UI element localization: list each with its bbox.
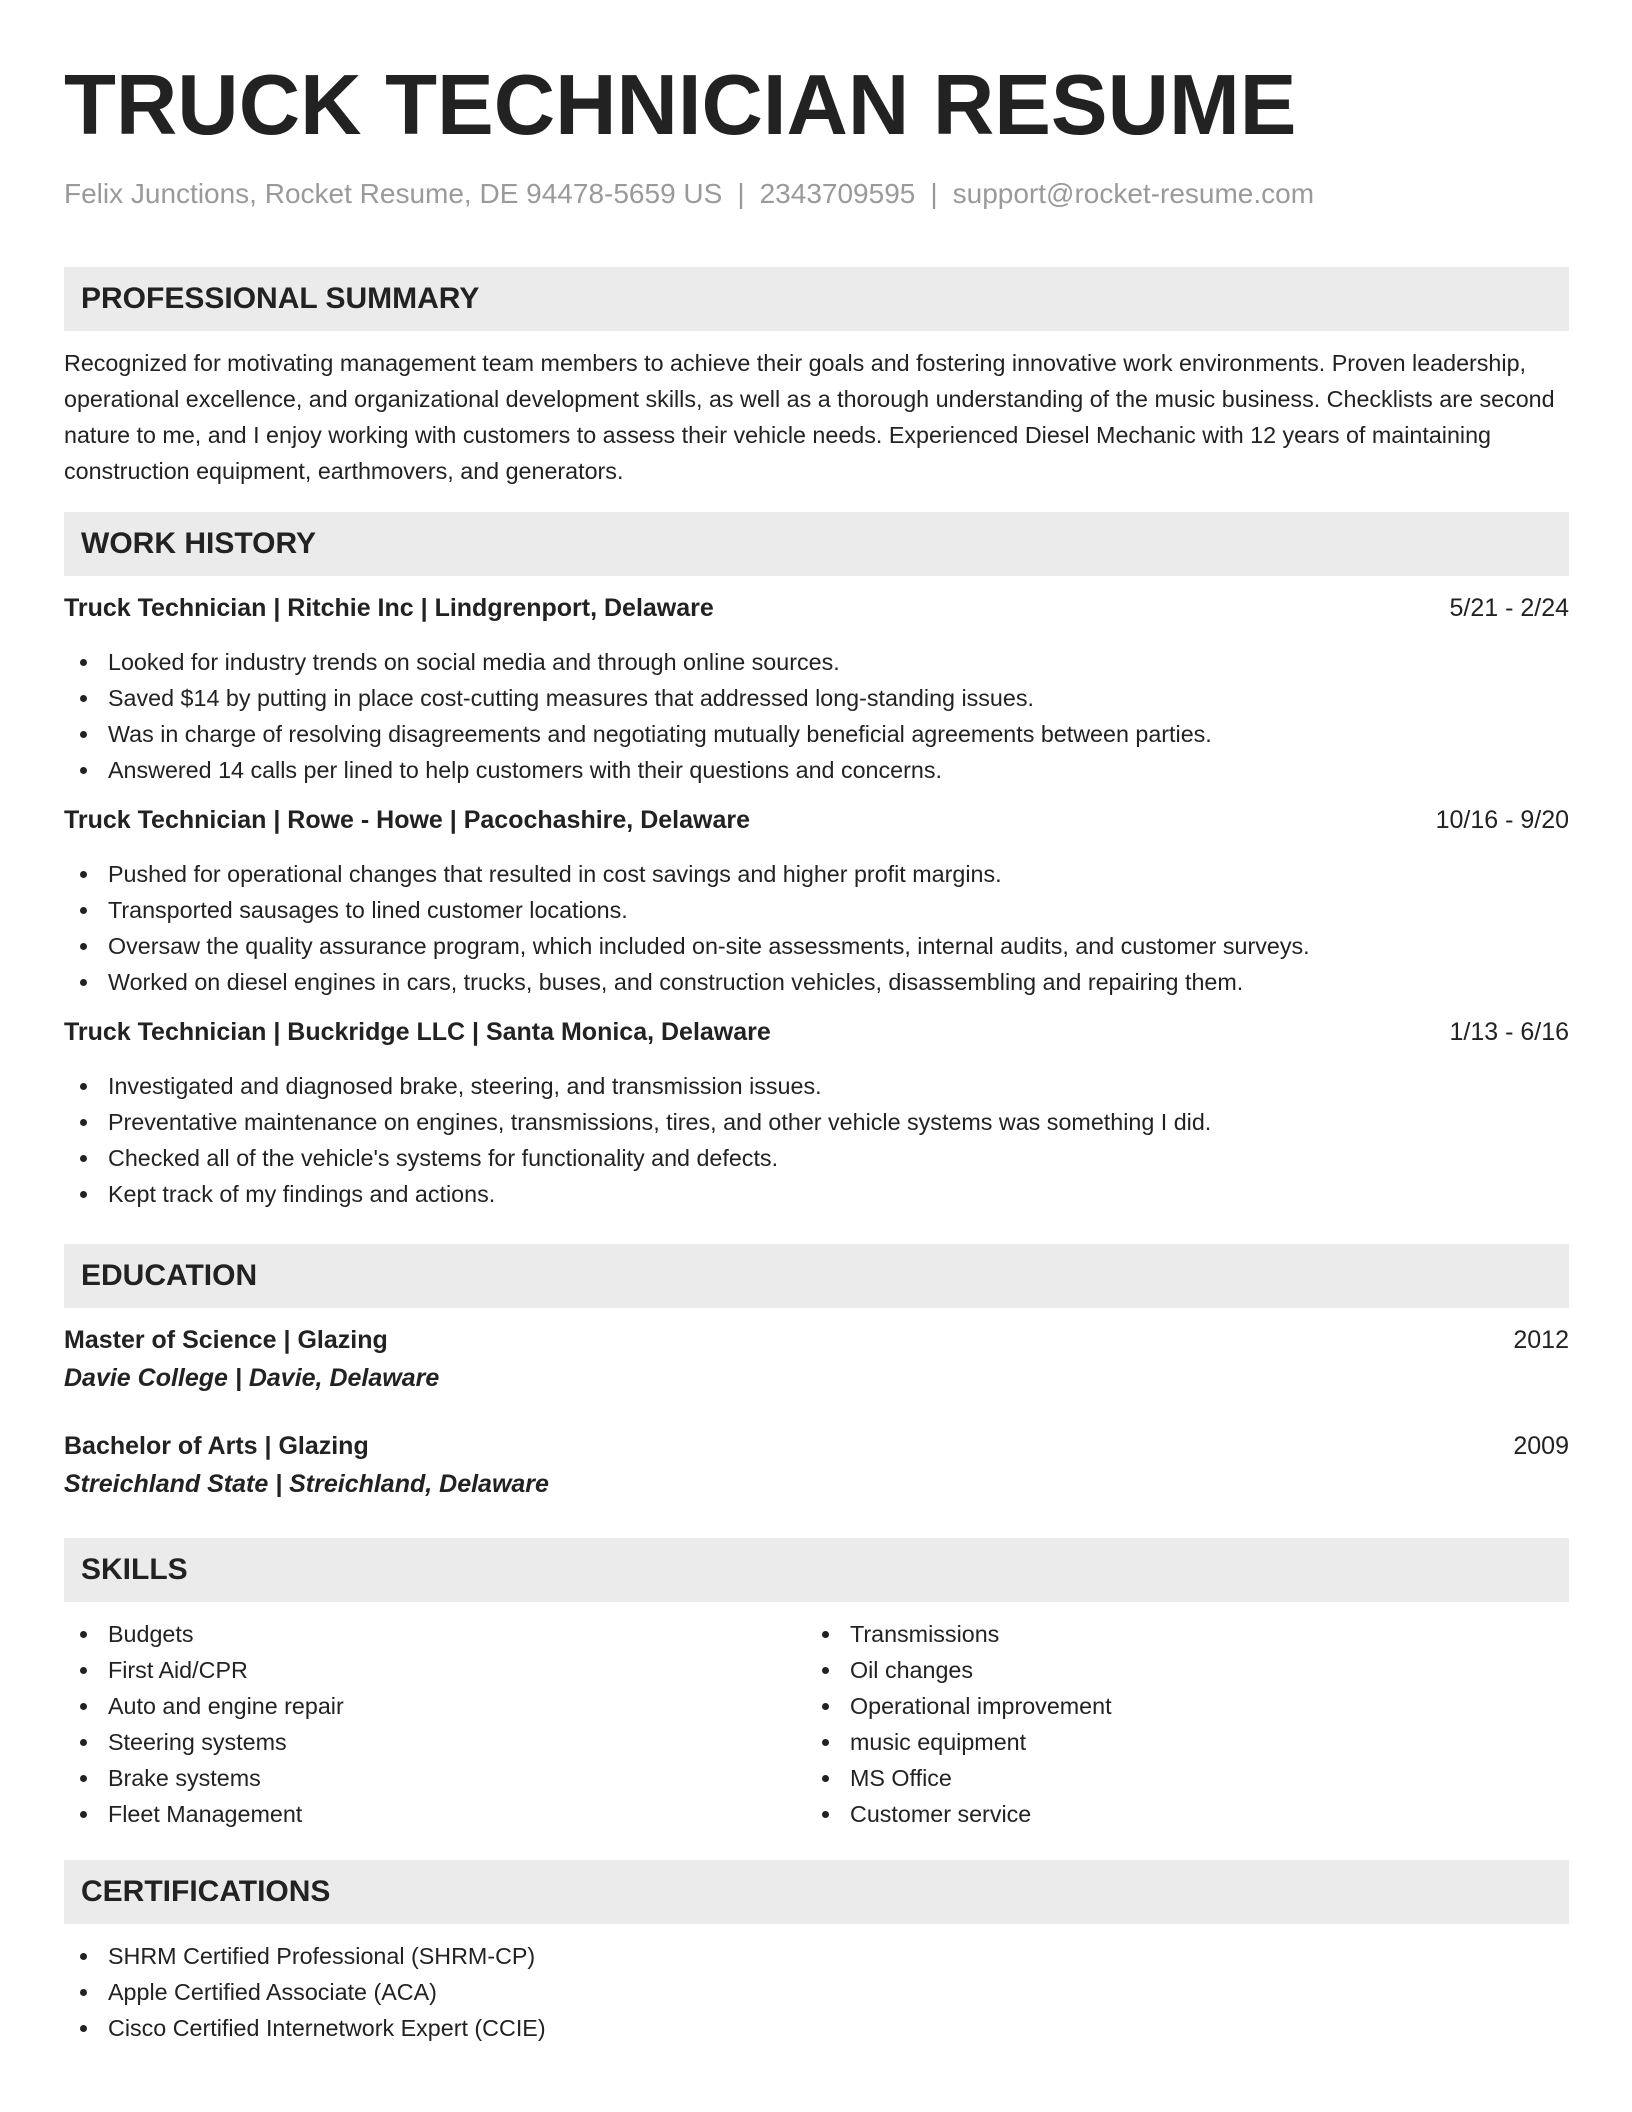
- job-header: [64, 590, 1569, 626]
- list-item: Was in charge of resolving disagreements and negotiating mutually beneficial agreements between parties.: [64, 716, 1569, 752]
- resume-title: TRUCK TECHNICIAN RESUME: [64, 58, 1297, 153]
- job-dates: 1/13 - 6/16: [1449, 1018, 1569, 1046]
- contact-phone: 2343709595: [759, 178, 916, 209]
- list-item: Pushed for operational changes that resulted in cost savings and higher profit margins.: [64, 856, 1569, 892]
- contact-line: [64, 174, 1569, 214]
- education-degree: Bachelor of Arts | Glazing: [64, 1432, 369, 1460]
- list-item: Oversaw the quality assurance program, which included on-site assessments, internal audits, and customer surveys.: [64, 928, 1569, 964]
- list-item: Budgets: [64, 1616, 806, 1652]
- list-item: Looked for industry trends on social media and through online sources.: [64, 644, 1569, 680]
- section-header-certifications: CERTIFICATIONS: [64, 1860, 1569, 1924]
- list-item: Auto and engine repair: [64, 1688, 806, 1724]
- list-item: Transported sausages to lined customer locations.: [64, 892, 1569, 928]
- list-item: Oil changes: [806, 1652, 1548, 1688]
- list-item: Transmissions: [806, 1616, 1548, 1652]
- section-header-work-history: WORK HISTORY: [64, 512, 1569, 576]
- education-school: Streichland State | Streichland, Delaware: [64, 1470, 549, 1498]
- section-header-skills: SKILLS: [64, 1538, 1569, 1602]
- list-item: music equipment: [806, 1724, 1548, 1760]
- list-item: Brake systems: [64, 1760, 806, 1796]
- list-item: MS Office: [806, 1760, 1548, 1796]
- list-item: Saved $14 by putting in place cost-cutting measures that addressed long-standing issues.: [64, 680, 1569, 716]
- education-header: [64, 1322, 1569, 1358]
- job-entry: [64, 590, 1569, 788]
- skills-column-left: [64, 1616, 806, 1832]
- job-title: Truck Technician | Buckridge LLC | Santa Monica, Delaware: [64, 1018, 771, 1046]
- resume-page: [64, 0, 1569, 2046]
- job-header: [64, 802, 1569, 838]
- list-item: Preventative maintenance on engines, transmissions, tires, and other vehicle systems was something I did.: [64, 1104, 1569, 1140]
- list-item: Customer service: [806, 1796, 1548, 1832]
- list-item: SHRM Certified Professional (SHRM-CP): [64, 1938, 1569, 1974]
- education-header: [64, 1428, 1569, 1464]
- job-title: Truck Technician | Ritchie Inc | Lindgrenport, Delaware: [64, 594, 714, 622]
- education-year: 2009: [1513, 1432, 1569, 1460]
- list-item: Steering systems: [64, 1724, 806, 1760]
- list-item: Apple Certified Associate (ACA): [64, 1974, 1569, 2010]
- contact-separator: |: [930, 178, 938, 209]
- list-item: Answered 14 calls per lined to help customers with their questions and concerns.: [64, 752, 1569, 788]
- section-header-education: EDUCATION: [64, 1244, 1569, 1308]
- education-entry: [64, 1428, 1569, 1504]
- summary-text: Recognized for motivating management team members to achieve their goals and fostering innovative work environments. Proven leadership, operational excellence, and organizational development skills, as well as a thorough understanding of the music business. Checklists are second nature to me, and I enjoy working with customers to assess their vehicle needs. Experienced Diesel Mechanic with 12 years of maintaining construction equipment, earthmovers, and generators.: [64, 350, 1555, 484]
- education-entry: [64, 1322, 1569, 1398]
- contact-separator: |: [737, 178, 745, 209]
- job-bullets: [64, 644, 1569, 788]
- job-bullets: [64, 1068, 1569, 1212]
- list-item: Cisco Certified Internetwork Expert (CCIE): [64, 2010, 1569, 2046]
- education-school: Davie College | Davie, Delaware: [64, 1364, 440, 1392]
- skills-grid: [64, 1616, 1569, 1832]
- list-item: Worked on diesel engines in cars, trucks, buses, and construction vehicles, disassembling and repairing them.: [64, 964, 1569, 1000]
- education-year: 2012: [1513, 1326, 1569, 1354]
- job-header: [64, 1014, 1569, 1050]
- job-title: Truck Technician | Rowe - Howe | Pacochashire, Delaware: [64, 806, 750, 834]
- list-item: Kept track of my findings and actions.: [64, 1176, 1569, 1212]
- job-dates: 5/21 - 2/24: [1449, 594, 1569, 622]
- list-item: Checked all of the vehicle's systems for functionality and defects.: [64, 1140, 1569, 1176]
- skills-column-right: [806, 1616, 1548, 1832]
- list-item: Fleet Management: [64, 1796, 806, 1832]
- education-degree: Master of Science | Glazing: [64, 1326, 388, 1354]
- list-item: First Aid/CPR: [64, 1652, 806, 1688]
- list-item: Operational improvement: [806, 1688, 1548, 1724]
- contact-address: Felix Junctions, Rocket Resume, DE 94478-5659 US: [64, 178, 723, 209]
- job-entry: [64, 802, 1569, 1000]
- job-entry: [64, 1014, 1569, 1212]
- contact-email[interactable]: support@rocket-resume.com: [952, 178, 1315, 209]
- certifications-list: [64, 1938, 1569, 2046]
- section-header-summary: PROFESSIONAL SUMMARY: [64, 267, 1569, 331]
- job-bullets: [64, 856, 1569, 1000]
- list-item: Investigated and diagnosed brake, steering, and transmission issues.: [64, 1068, 1569, 1104]
- job-dates: 10/16 - 9/20: [1435, 806, 1569, 834]
